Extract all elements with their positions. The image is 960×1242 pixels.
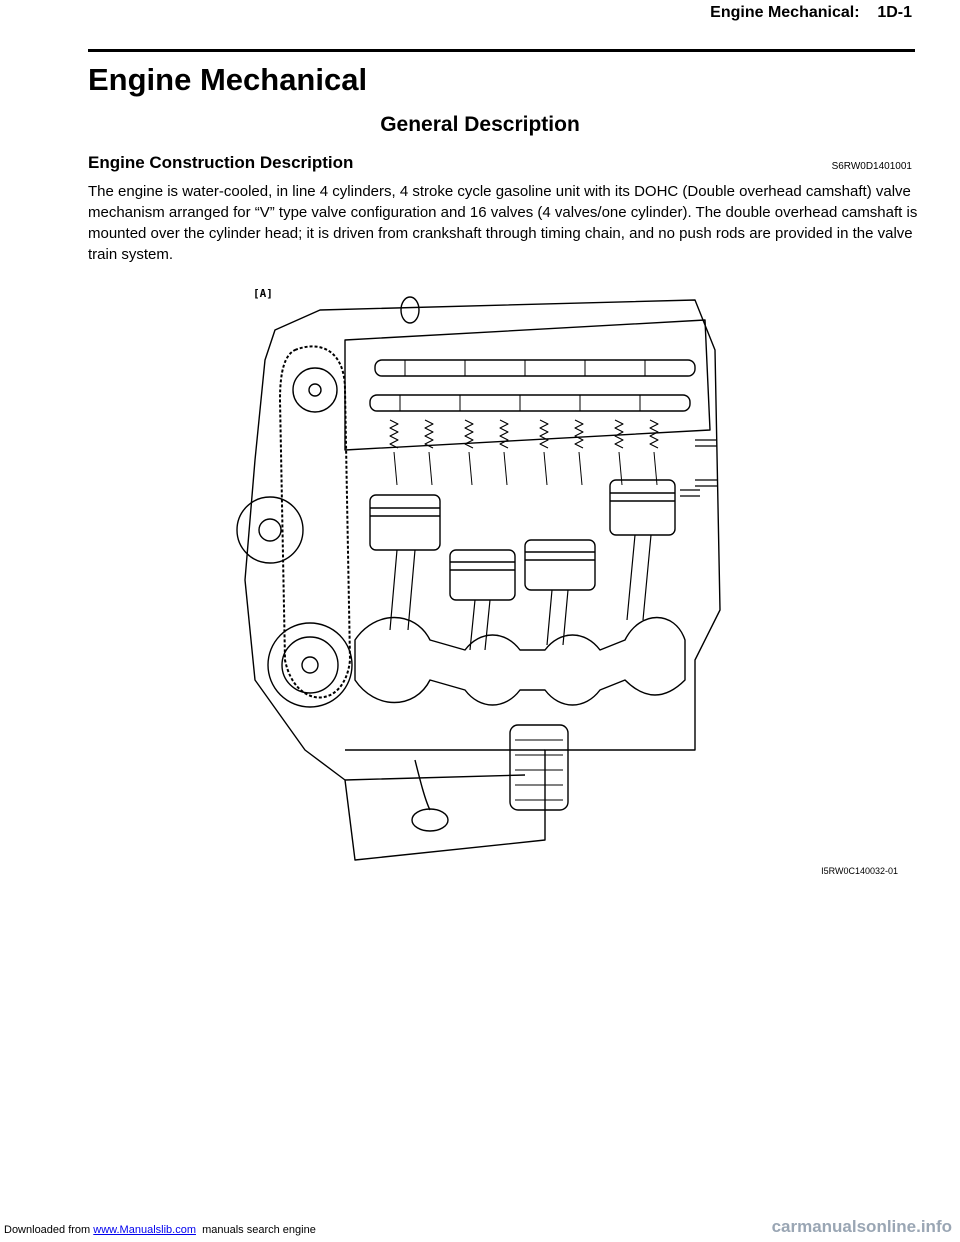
subsection-code: S6RW0D1401001 (831, 161, 912, 172)
figure-code: I5RW0C140032-01 (821, 866, 898, 876)
running-header: Engine Mechanical: 1D-1 (710, 4, 912, 21)
footer-prefix: Downloaded from (4, 1224, 94, 1236)
figure-label: [A] (253, 287, 273, 300)
engine-cutaway-illustration (225, 280, 725, 880)
section-title: General Description (380, 113, 580, 136)
body-paragraph: The engine is water-cooled, in line 4 cylinders, 4 stroke cycle gasoline unit with its DOHC (Double overhead camshaft) valve mechanism arranged for “V” type valve configuration and 16 valves (4 valves/one cylinder). The double overhead camshaft is mounted over the cylinder head; it is driven from crankshaft through timing chain, and no push rods are provided in the valve train system. (88, 183, 918, 263)
page-title: Engine Mechanical (88, 62, 368, 97)
watermark: carmanualsonline.info (771, 1217, 952, 1236)
manualslib-link[interactable]: www.Manualslib.com (93, 1224, 196, 1236)
header-rule (88, 49, 915, 52)
footer-suffix: manuals search engine (195, 1224, 316, 1236)
subsection-heading: Engine Construction Description (88, 153, 354, 172)
footer-download-note (4, 1224, 316, 1236)
